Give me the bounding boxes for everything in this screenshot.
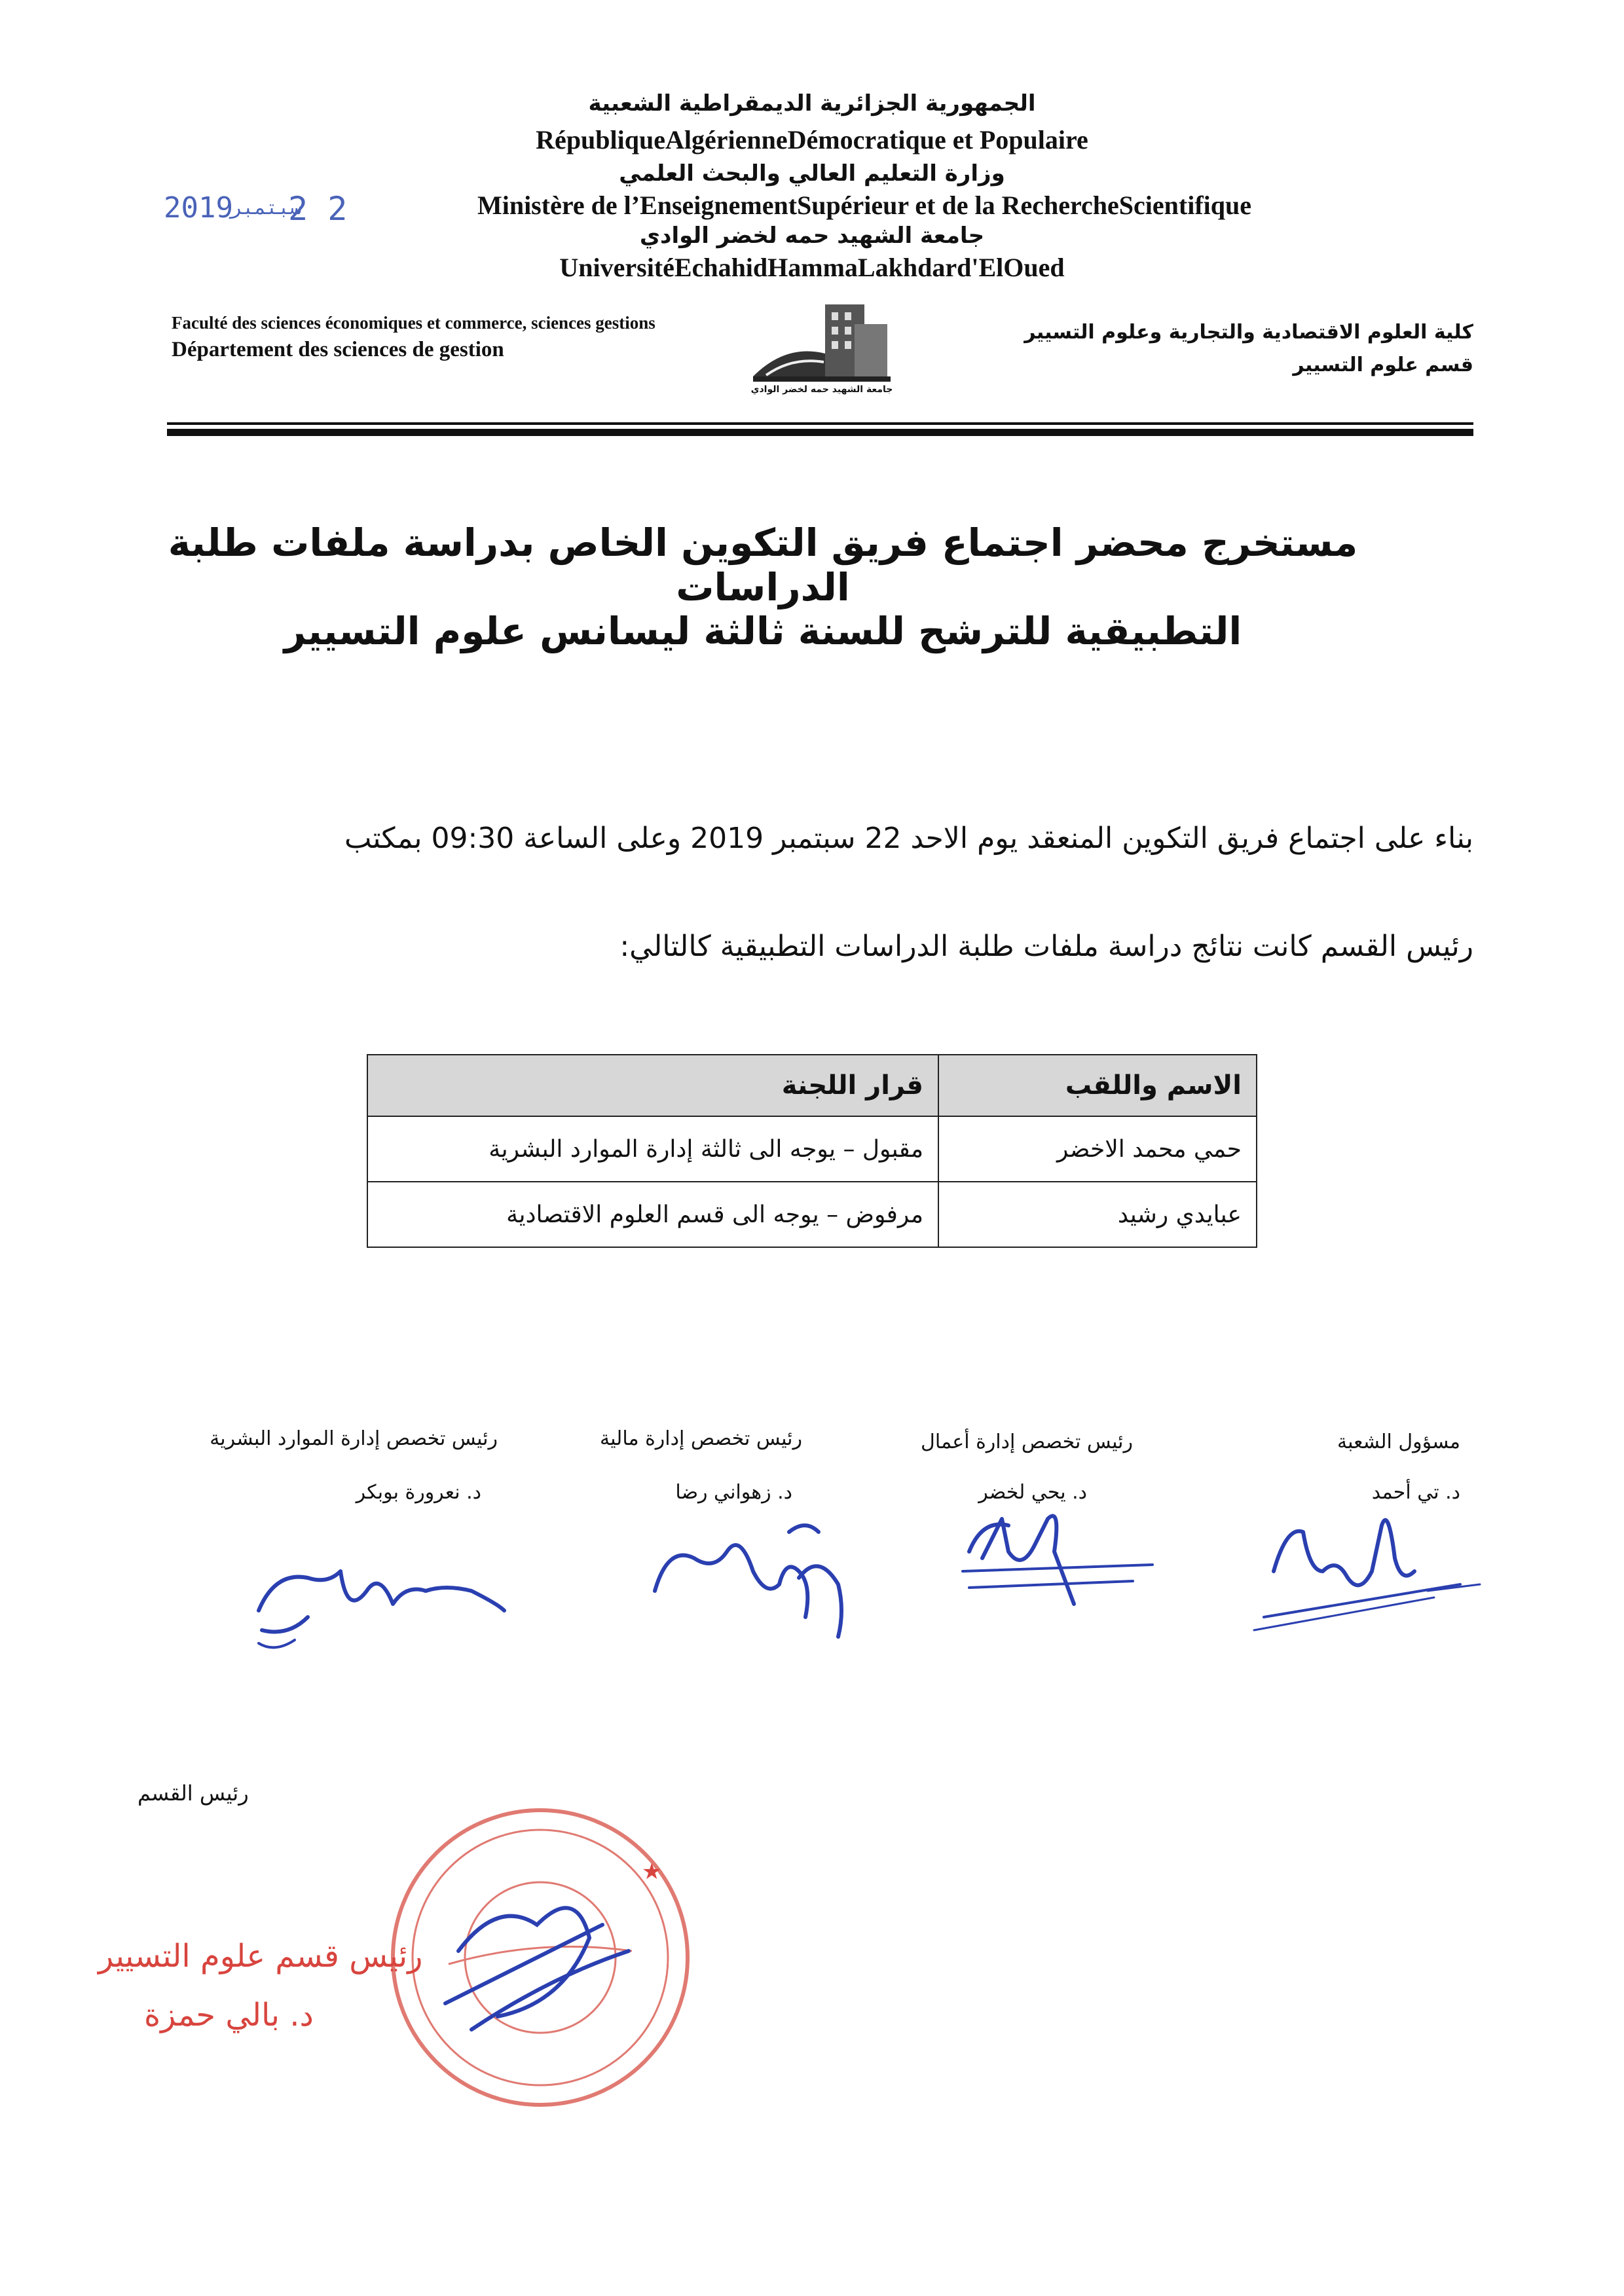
republic-ar: الجمهورية الجزائرية الديمقراطية الشعبية	[588, 90, 1036, 117]
signatory-role: مسؤول الشعبة	[1337, 1430, 1460, 1453]
university-ar: جامعة الشهيد حمه لخضر الوادي	[639, 223, 985, 249]
faculty-ar: كلية العلوم الاقتصادية والتجارية وعلوم التسيير	[1024, 321, 1473, 344]
faculty-fr: Faculté des sciences économiques et commerce, sciences gestions	[172, 313, 655, 333]
ministry-ar: وزارة التعليم العالي والبحث العلمي	[619, 160, 1005, 187]
date-stamp-month: سبتمبر	[231, 196, 302, 219]
document-title-line1: مستخرج محضر اجتماع فريق التكوين الخاص بدراسة ملفات طلبة الدراسات	[168, 520, 1358, 610]
signatory-name: د. يحي لخضر	[978, 1481, 1087, 1504]
student-name: عبايدي رشيد	[938, 1182, 1257, 1247]
department-ar: قسم علوم التسيير	[1293, 354, 1473, 376]
department-fr: Département des sciences de gestion	[172, 338, 504, 361]
svg-text:★: ★	[642, 1859, 662, 1885]
committee-decision: مقبول – يوجه الى ثالثة إدارة الموارد البشرية	[367, 1116, 938, 1182]
signatory-name: د. زهواني رضا	[675, 1481, 792, 1504]
signatory-name: د. تي أحمد	[1371, 1481, 1460, 1504]
ministry-fr: Ministère de l’EnseignementSupérieur et de la RechercheScientifique	[477, 191, 1252, 220]
document-title-line2: التطبيقية للترشح للسنة ثالثة ليسانس علوم التسيير	[284, 609, 1242, 653]
signatory-role: رئيس تخصص إدارة مالية	[600, 1427, 802, 1450]
seal-name: د. بالي حمزة	[144, 1997, 314, 2033]
student-name: حمي محمد الاخضر	[938, 1116, 1257, 1182]
body-line1: بناء على اجتماع فريق التكوين المنعقد يوم الاحد 22 سبتمبر 2019 وعلى الساعة 09:30 بمكتب	[344, 822, 1473, 855]
signatory-role: رئيس تخصص إدارة أعمال	[921, 1430, 1133, 1453]
body-line2: رئيس القسم كانت نتائج دراسة ملفات طلبة الدراسات التطبيقية كالتالي:	[619, 930, 1473, 963]
logo-caption: جامعة الشهيد حمه لخضر الوادي	[750, 384, 893, 395]
university-fr: UniversitéEchahidHammaLakhdard'ElOued	[559, 253, 1065, 282]
signatory-role: رئيس تخصص إدارة الموارد البشرية	[210, 1427, 498, 1450]
date-stamp-day: 2 2	[288, 190, 348, 228]
committee-decision: مرفوض – يوجه الى قسم العلوم الاقتصادية	[367, 1182, 938, 1247]
column-header-name: الاسم واللقب	[938, 1055, 1257, 1116]
seal-title: رئيس قسم علوم التسيير	[98, 1938, 423, 1975]
department-head-label: رئيس القسم	[138, 1781, 249, 1806]
signatory-name: د. نعرورة بوبكر	[356, 1481, 481, 1504]
column-header-decision: قرار اللجنة	[367, 1055, 938, 1116]
republic-fr: RépubliqueAlgérienneDémocratique et Populaire	[536, 125, 1088, 155]
date-stamp-year: 2019	[164, 191, 233, 225]
